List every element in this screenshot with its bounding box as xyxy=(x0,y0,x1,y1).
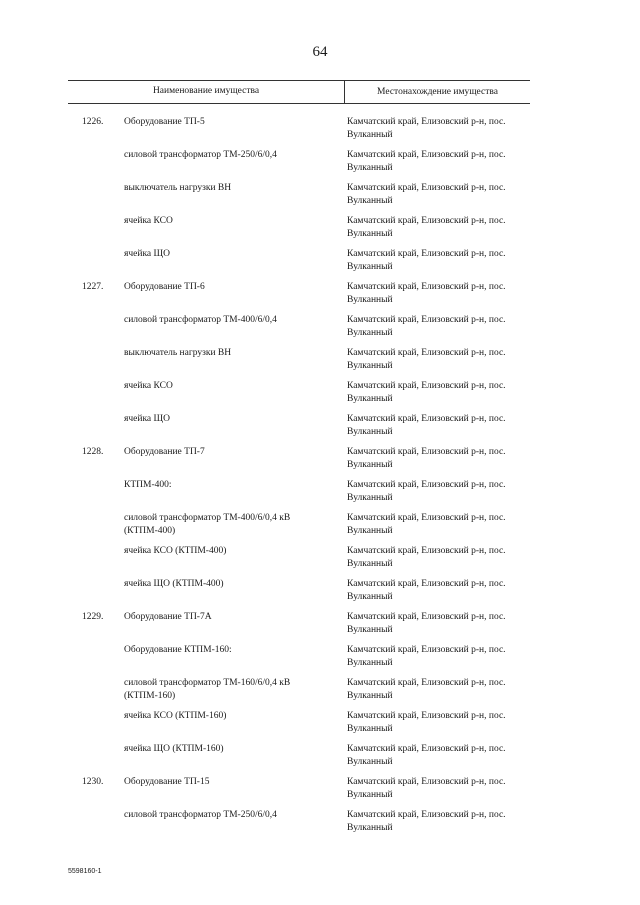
property-location: Камчатский край, Елизовский р-н, пос. Вулканный xyxy=(347,480,506,503)
page-number: 64 xyxy=(312,44,328,60)
property-location: Камчатский край, Елизовский р-н, пос. Вулканный xyxy=(347,282,506,305)
property-location: Камчатский край, Елизовский р-н, пос. Вулканный xyxy=(347,711,506,734)
table-row xyxy=(0,611,640,644)
table-row xyxy=(0,182,640,215)
column-header-name: Наименование имущества xyxy=(152,86,260,96)
table-row xyxy=(0,347,640,380)
property-location: Камчатский край, Елизовский р-н, пос. Вулканный xyxy=(347,150,506,173)
table-row xyxy=(0,743,640,776)
property-location: Камчатский край, Елизовский р-н, пос. Вулканный xyxy=(347,447,506,470)
table-row xyxy=(0,776,640,809)
property-name: силовой трансформатор ТМ-250/6/0,4 xyxy=(124,810,277,820)
table-row xyxy=(0,710,640,743)
property-location: Камчатский край, Елизовский р-н, пос. Вулканный xyxy=(347,216,506,239)
property-name: Оборудование ТП-5 xyxy=(124,117,205,127)
property-name: ячейка КСО (КТПМ-400) xyxy=(124,546,227,556)
property-location: Камчатский край, Елизовский р-н, пос. Вулканный xyxy=(347,810,506,833)
property-location: Камчатский край, Елизовский р-н, пос. Вулканный xyxy=(347,315,506,338)
property-name: ячейка КСО xyxy=(124,216,173,226)
property-location: Камчатский край, Елизовский р-н, пос. Вулканный xyxy=(347,414,506,437)
property-location: Камчатский край, Елизовский р-н, пос. Вулканный xyxy=(347,183,506,206)
property-name: Оборудование ТП-6 xyxy=(124,282,205,292)
property-name: ячейка ЩО xyxy=(124,249,170,259)
table-row xyxy=(0,314,640,347)
property-location: Камчатский край, Елизовский р-н, пос. Вулканный xyxy=(347,777,506,800)
property-name: ячейка ЩО (КТПМ-400) xyxy=(124,579,224,589)
row-number: 1227. xyxy=(82,282,104,292)
document-code: 5598160-1 xyxy=(68,868,102,875)
table-row xyxy=(0,116,640,149)
property-name: ячейка ЩО xyxy=(124,414,170,424)
property-name: выключатель нагрузки ВН xyxy=(124,348,232,358)
row-number: 1226. xyxy=(82,117,104,127)
property-name: силовой трансформатор ТМ-400/6/0,4 кВ (КТПМ-400) xyxy=(124,513,291,536)
table-header xyxy=(68,80,530,104)
property-name: силовой трансформатор ТМ-160/6/0,4 кВ (КТПМ-160) xyxy=(124,678,291,701)
row-number: 1230. xyxy=(82,777,104,787)
row-number: 1228. xyxy=(82,447,104,457)
table-row xyxy=(0,809,640,842)
property-name: ячейка ЩО (КТПМ-160) xyxy=(124,744,224,754)
table-row xyxy=(0,248,640,281)
property-location: Камчатский край, Елизовский р-н, пос. Вулканный xyxy=(347,744,506,767)
property-location: Камчатский край, Елизовский р-н, пос. Вулканный xyxy=(347,612,506,635)
property-location: Камчатский край, Елизовский р-н, пос. Вулканный xyxy=(347,513,506,536)
table-row xyxy=(0,446,640,479)
table-row xyxy=(0,578,640,611)
property-location: Камчатский край, Елизовский р-н, пос. Вулканный xyxy=(347,678,506,701)
property-name: Оборудование ТП-7А xyxy=(124,612,212,622)
table-row xyxy=(0,545,640,578)
row-number: 1229. xyxy=(82,612,104,622)
property-name: силовой трансформатор ТМ-250/6/0,4 xyxy=(124,150,277,160)
table-row xyxy=(0,380,640,413)
property-location: Камчатский край, Елизовский р-н, пос. Вулканный xyxy=(347,546,506,569)
table-row xyxy=(0,479,640,512)
table-row xyxy=(0,215,640,248)
table-row xyxy=(0,149,640,182)
property-name: выключатель нагрузки ВН xyxy=(124,183,232,193)
table-row xyxy=(0,512,640,545)
property-name: КТПМ-400: xyxy=(124,480,172,490)
table-row xyxy=(0,677,640,710)
property-name: Оборудование ТП-15 xyxy=(124,777,210,787)
table-row xyxy=(0,413,640,446)
table-body xyxy=(0,116,640,842)
property-location: Камчатский край, Елизовский р-н, пос. Вулканный xyxy=(347,348,506,371)
property-location: Камчатский край, Елизовский р-н, пос. Вулканный xyxy=(347,579,506,602)
column-header-location: Местонахождение имущества xyxy=(377,87,498,97)
table-row xyxy=(0,644,640,677)
property-location: Камчатский край, Елизовский р-н, пос. Вулканный xyxy=(347,645,506,668)
property-name: Оборудование КТПМ-160: xyxy=(124,645,232,655)
property-name: Оборудование ТП-7 xyxy=(124,447,205,457)
property-location: Камчатский край, Елизовский р-н, пос. Вулканный xyxy=(347,117,506,140)
property-name: силовой трансформатор ТМ-400/6/0,4 xyxy=(124,315,277,325)
table-row xyxy=(0,281,640,314)
property-location: Камчатский край, Елизовский р-н, пос. Вулканный xyxy=(347,381,506,404)
property-location: Камчатский край, Елизовский р-н, пос. Вулканный xyxy=(347,249,506,272)
property-name: ячейка КСО (КТПМ-160) xyxy=(124,711,227,721)
property-name: ячейка КСО xyxy=(124,381,173,391)
